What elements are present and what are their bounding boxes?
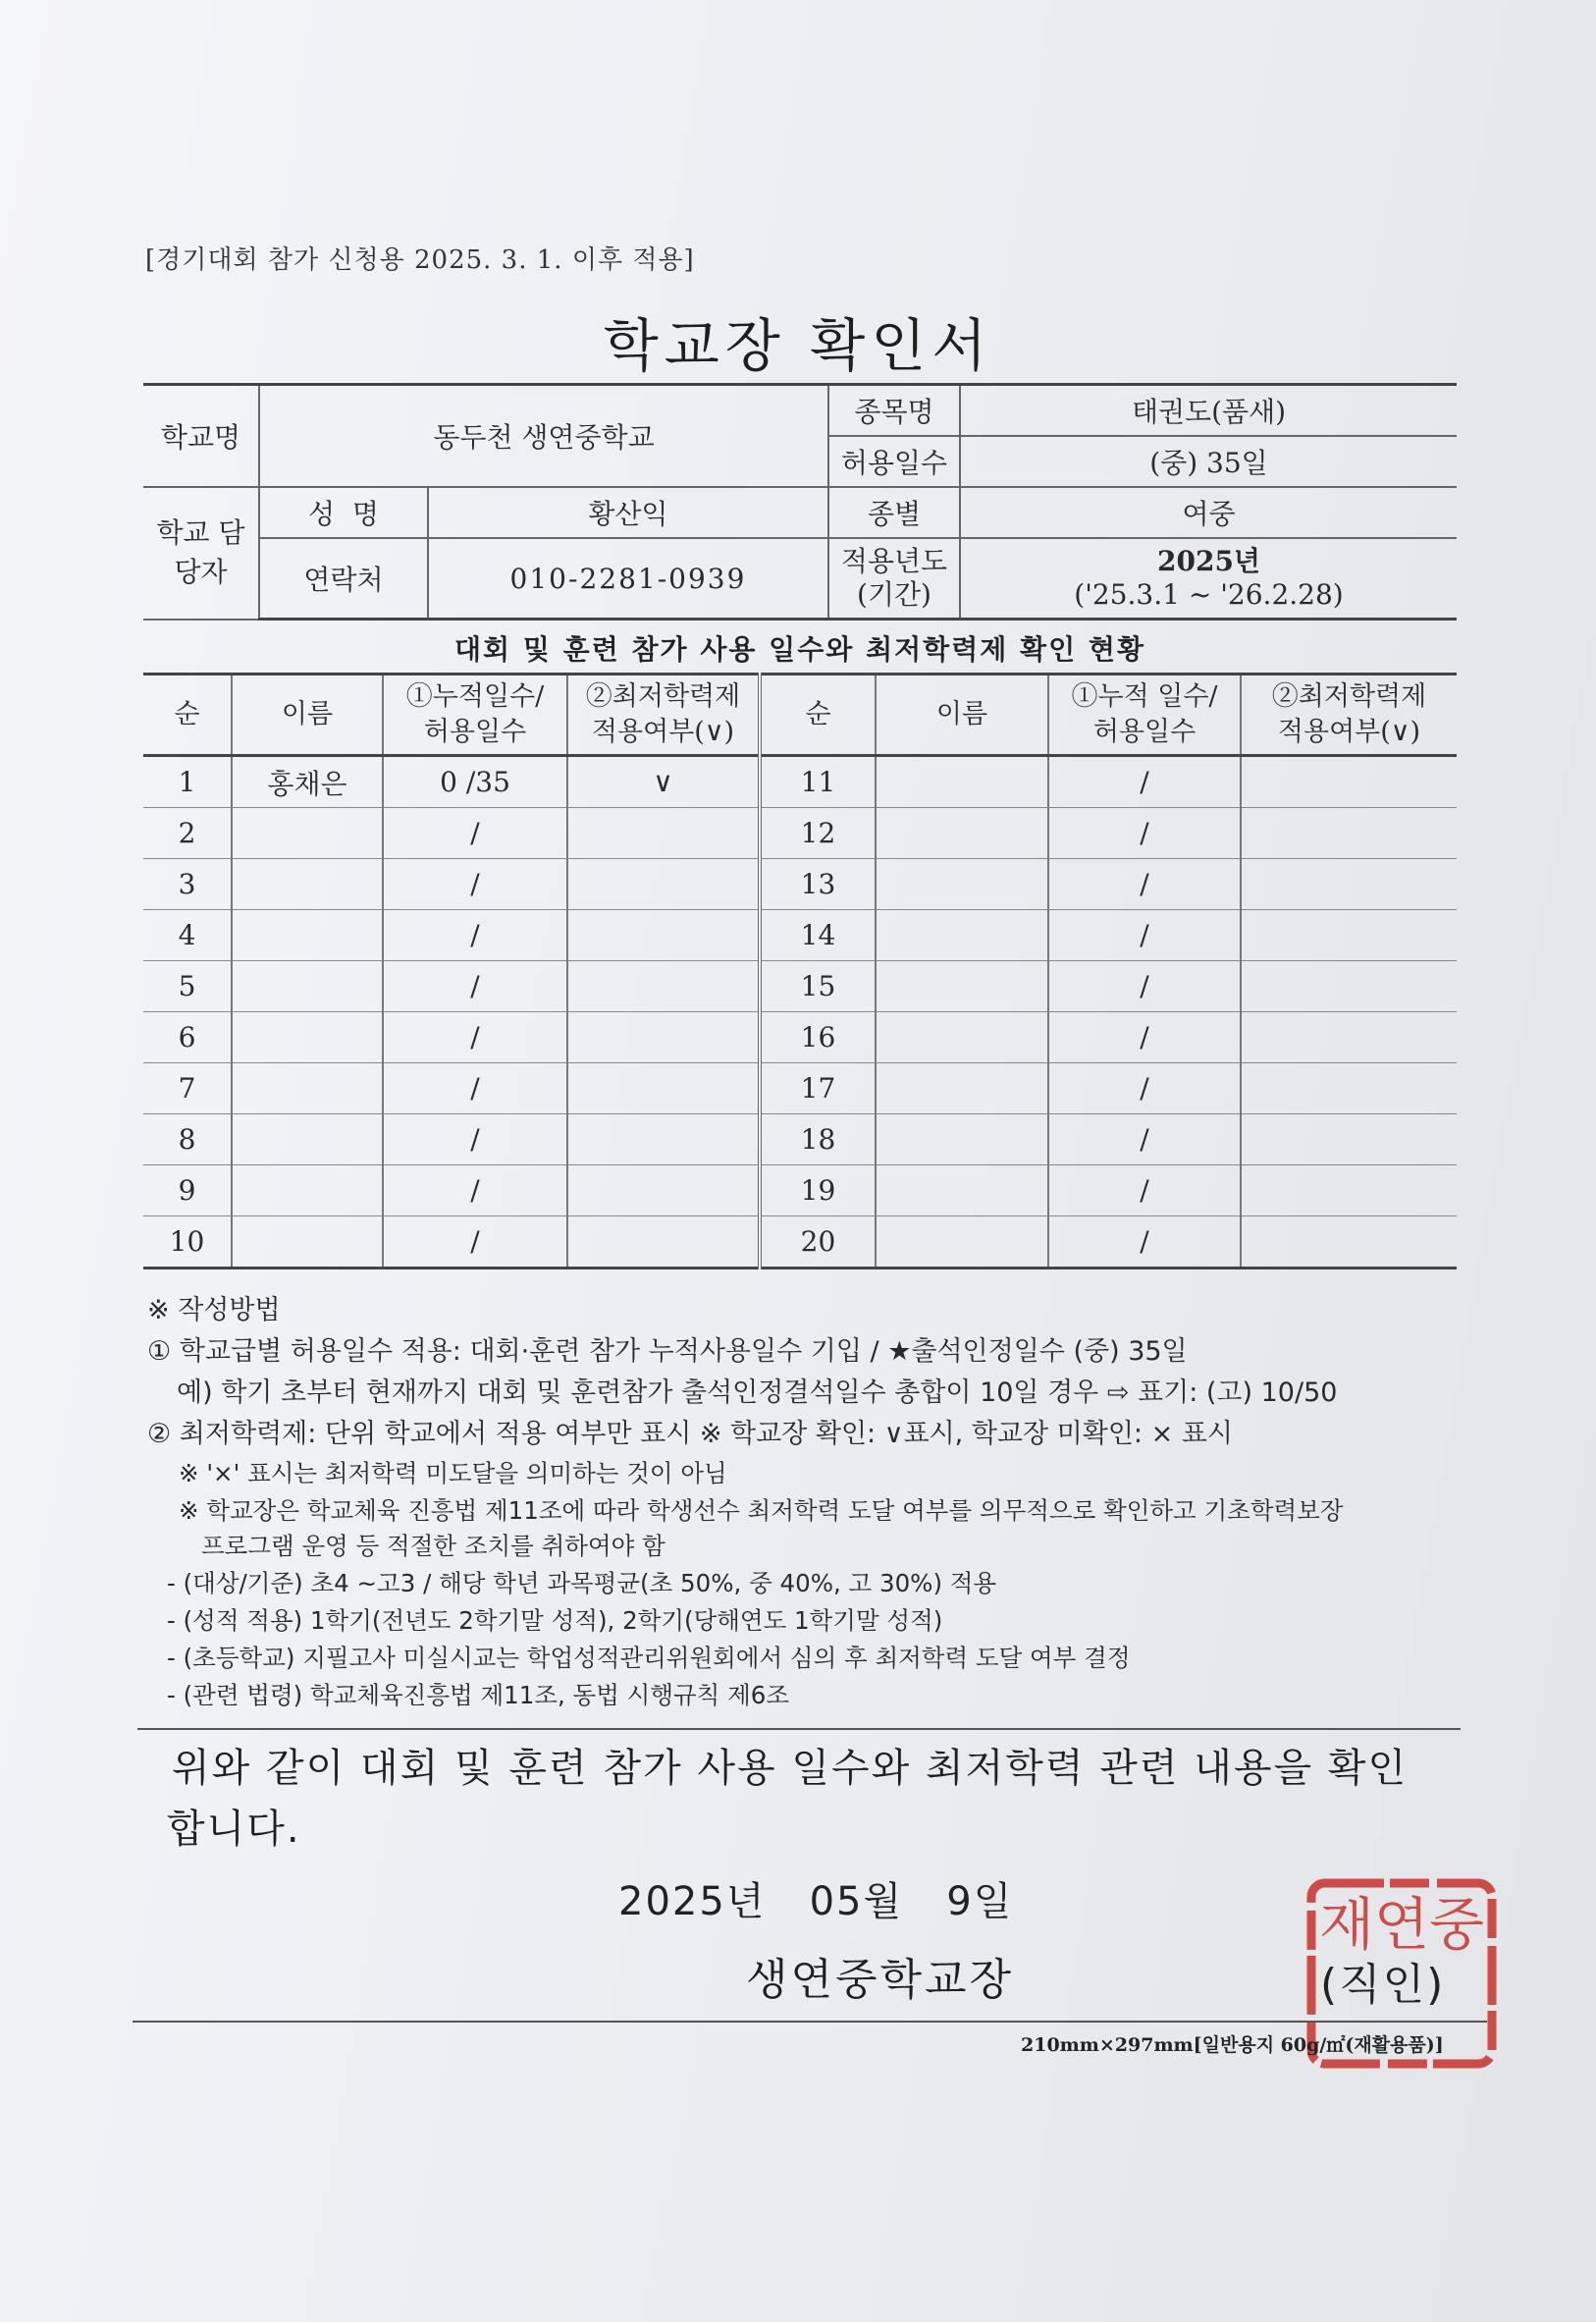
cell-l-no: 2	[143, 808, 232, 859]
cell-l-check	[567, 1012, 760, 1063]
cell-r-check	[1241, 1114, 1457, 1165]
cell-l-no: 8	[143, 1114, 232, 1165]
cell-l-days: /	[383, 859, 567, 910]
header-days-line2: 허용일수	[423, 717, 527, 747]
table-row	[143, 910, 1457, 961]
cell-l-name	[232, 910, 383, 961]
cell-l-days: /	[383, 1012, 567, 1063]
cell-r-no: 15	[760, 961, 876, 1012]
note-2-a: ※ '×' 표시는 최저학력 미도달을 의미하는 것이 아님	[179, 1459, 727, 1487]
school-name: 동두천 생연중학교	[259, 385, 828, 488]
table-row	[143, 808, 1457, 859]
detail-1: - (대상/기준) 초4 ~고3 / 해당 학년 과목평균(초 50%, 중 40%, 고 30%) 적용	[167, 1569, 997, 1597]
cell-l-check	[567, 808, 760, 859]
cell-r-days: /	[1048, 961, 1241, 1012]
confirmation-text	[167, 1738, 1448, 1860]
note-2-b: ※ 학교장은 학교체육 진흥법 제11조에 따라 학생선수 최저학력 도달 여부를 의무적으로 확인하고 기초학력보장	[179, 1496, 1344, 1525]
cell-r-name	[876, 808, 1048, 859]
table-row	[143, 859, 1457, 910]
school-label: 학교명	[143, 385, 259, 488]
seal-label: (직인)	[1320, 1960, 1446, 2010]
cell-r-no: 17	[760, 1063, 876, 1114]
cell-l-days: 0 /35	[383, 756, 567, 808]
cell-l-check: ∨	[567, 756, 760, 808]
cell-r-no: 11	[760, 756, 876, 808]
header-days-right	[1048, 675, 1241, 756]
cell-r-name	[876, 1165, 1048, 1216]
cell-r-check	[1241, 1216, 1457, 1269]
cell-l-days: /	[383, 961, 567, 1012]
cell-r-days: /	[1048, 756, 1241, 808]
note-2: ② 최저학력제: 단위 학교에서 적용 여부만 표시 ※ 학교장 확인: ∨표시, 학교장 미확인: × 표시	[147, 1419, 1233, 1449]
cell-r-no: 20	[760, 1216, 876, 1269]
divider-top	[137, 1728, 1461, 1730]
header-min-line2: 적용여부(∨)	[591, 717, 735, 747]
detail-4: - (관련 법령) 학교체육진흥법 제11조, 동법 시행규칙 제6조	[167, 1681, 790, 1709]
participation-table	[143, 673, 1457, 1269]
cell-l-days: /	[383, 1063, 567, 1114]
year-label-line2: (기간)	[857, 578, 931, 611]
cell-r-name	[876, 910, 1048, 961]
cell-r-no: 14	[760, 910, 876, 961]
name-label: 성 명	[259, 487, 428, 538]
cell-l-days: /	[383, 1216, 567, 1269]
cell-l-no: 9	[143, 1165, 232, 1216]
table-row	[143, 961, 1457, 1012]
year-label-line1: 적용년도	[840, 545, 948, 577]
cell-l-days: /	[383, 1114, 567, 1165]
cell-r-name	[876, 756, 1048, 808]
cell-r-name	[876, 1063, 1048, 1114]
cell-r-no: 19	[760, 1165, 876, 1216]
issue-date: 2025년 05월 9일	[618, 1879, 1014, 1924]
table-row	[143, 1165, 1457, 1216]
header-no: 순	[143, 675, 232, 756]
cell-r-no: 12	[760, 808, 876, 859]
cell-r-check	[1241, 910, 1457, 961]
principal-title: 생연중학교장	[746, 1955, 1015, 2005]
cell-r-days: /	[1048, 808, 1241, 859]
cell-l-name	[232, 1165, 383, 1216]
cell-r-no: 18	[760, 1114, 876, 1165]
year-value-line2: ('25.3.1 ~ '26.2.28)	[1074, 578, 1344, 611]
event-label: 종목명	[828, 385, 960, 437]
note-2-b2: 프로그램 운영 등 적절한 조치를 취하여야 함	[201, 1532, 665, 1560]
category-label: 종별	[828, 487, 960, 538]
year-value	[960, 538, 1457, 620]
note-1: ① 학교급별 허용일수 적용: 대회·훈련 참가 누적사용일수 기입 / ★출석인정일수 (중) 35일	[147, 1336, 1188, 1367]
detail-2: - (성적 적용) 1학기(전년도 2학기말 성적), 2학기(당해연도 1학기말 성적)	[167, 1606, 943, 1635]
cell-r-days: /	[1048, 1063, 1241, 1114]
cell-l-check	[567, 1216, 760, 1269]
status-heading: 대회 및 훈련 참가 사용 일수와 최저학력제 확인 현황	[454, 633, 1145, 666]
cell-l-name	[232, 1012, 383, 1063]
cell-l-no: 7	[143, 1063, 232, 1114]
cell-l-no: 10	[143, 1216, 232, 1269]
header-name-right: 이름	[876, 675, 1048, 756]
table-row	[143, 1216, 1457, 1269]
cell-l-check	[567, 1063, 760, 1114]
detail-3: - (초등학교) 지필고사 미실시교는 학업성적관리위원회에서 심의 후 최저학력 도달 여부 결정	[167, 1644, 1131, 1672]
cell-r-check	[1241, 808, 1457, 859]
cell-r-name	[876, 1114, 1048, 1165]
cell-r-check	[1241, 1165, 1457, 1216]
cell-r-days: /	[1048, 1165, 1241, 1216]
cell-r-days: /	[1048, 859, 1241, 910]
cell-l-no: 1	[143, 756, 232, 808]
cell-r-no: 16	[760, 1012, 876, 1063]
cell-l-name	[232, 961, 383, 1012]
cell-r-check	[1241, 859, 1457, 910]
table-row	[143, 756, 1457, 808]
seal-text: 재연중	[1318, 1891, 1485, 1958]
info-table	[143, 383, 1457, 621]
cell-l-check	[567, 1114, 760, 1165]
manager-label: 학교 담당자	[143, 487, 259, 620]
year-value-line1: 2025년	[1157, 545, 1260, 577]
cell-r-check	[1241, 1063, 1457, 1114]
cell-r-name	[876, 961, 1048, 1012]
cell-l-name	[232, 1114, 383, 1165]
cell-l-name	[232, 859, 383, 910]
cell-l-name	[232, 808, 383, 859]
cell-r-days: /	[1048, 1216, 1241, 1269]
cell-l-name	[232, 1216, 383, 1269]
allowed-days-label: 허용일수	[828, 436, 960, 487]
cell-l-no: 5	[143, 961, 232, 1012]
allowed-days-value: (중) 35일	[960, 436, 1457, 487]
year-label	[828, 538, 960, 620]
confirmation-line-2: 합니다.	[167, 1807, 301, 1852]
table-header-row	[143, 675, 1457, 756]
category-value: 여중	[960, 487, 1457, 538]
cell-l-check	[567, 910, 760, 961]
cell-l-check	[567, 859, 760, 910]
confirmation-line-1: 위와 같이 대회 및 훈련 참가 사용 일수와 최저학력 관련 내용을 확인	[172, 1746, 1409, 1791]
cell-r-check	[1241, 1012, 1457, 1063]
header-min-right-line2: 적용여부(∨)	[1277, 717, 1421, 747]
cell-r-check	[1241, 961, 1457, 1012]
header-days-line1: ①누적일수/	[405, 681, 545, 712]
header-note: [경기대회 참가 신청용 2025. 3. 1. 이후 적용]	[145, 245, 695, 275]
table-row	[143, 1063, 1457, 1114]
cell-r-no: 13	[760, 859, 876, 910]
cell-l-days: /	[383, 910, 567, 961]
table-row	[143, 1114, 1457, 1165]
cell-l-name	[232, 1063, 383, 1114]
event-value: 태권도(품새)	[960, 385, 1457, 437]
name-value: 황산익	[428, 487, 828, 538]
paper-size-note: 210mm×297mm[일반용지 60g/㎡(재활용품)]	[1021, 2034, 1444, 2056]
cell-l-check	[567, 961, 760, 1012]
cell-l-no: 4	[143, 910, 232, 961]
divider-bottom	[133, 2021, 1487, 2023]
cell-l-days: /	[383, 1165, 567, 1216]
table-row	[143, 1012, 1457, 1063]
document-title: 학교장 확인서	[603, 312, 993, 379]
cell-r-name	[876, 859, 1048, 910]
contact-value: 010-2281-0939	[428, 538, 828, 620]
header-min-line1: ②최저학력제	[585, 681, 741, 712]
header-days-right-line2: 허용일수	[1092, 717, 1197, 747]
cell-r-days: /	[1048, 1012, 1241, 1063]
header-days	[383, 675, 567, 756]
cell-l-name: 홍채은	[232, 756, 383, 808]
contact-label: 연락처	[259, 538, 428, 620]
header-days-right-line1: ①누적 일수/	[1071, 681, 1218, 712]
cell-r-name	[876, 1012, 1048, 1063]
cell-r-days: /	[1048, 1114, 1241, 1165]
cell-r-name	[876, 1216, 1048, 1269]
cell-l-no: 3	[143, 859, 232, 910]
header-min-level-right	[1241, 675, 1457, 756]
cell-l-no: 6	[143, 1012, 232, 1063]
header-name: 이름	[232, 675, 383, 756]
notes-heading: ※ 작성방법	[147, 1295, 281, 1325]
header-no-right: 순	[760, 675, 876, 756]
cell-r-check	[1241, 756, 1457, 808]
header-min-right-line1: ②최저학력제	[1271, 681, 1427, 712]
cell-l-check	[567, 1165, 760, 1216]
header-min-level	[567, 675, 760, 756]
note-1-example: 예) 학기 초부터 현재까지 대회 및 훈련참가 출석인정결석일수 총합이 10일 경우 ⇨ 표기: (고) 10/50	[177, 1377, 1338, 1408]
cell-l-days: /	[383, 808, 567, 859]
cell-r-days: /	[1048, 910, 1241, 961]
